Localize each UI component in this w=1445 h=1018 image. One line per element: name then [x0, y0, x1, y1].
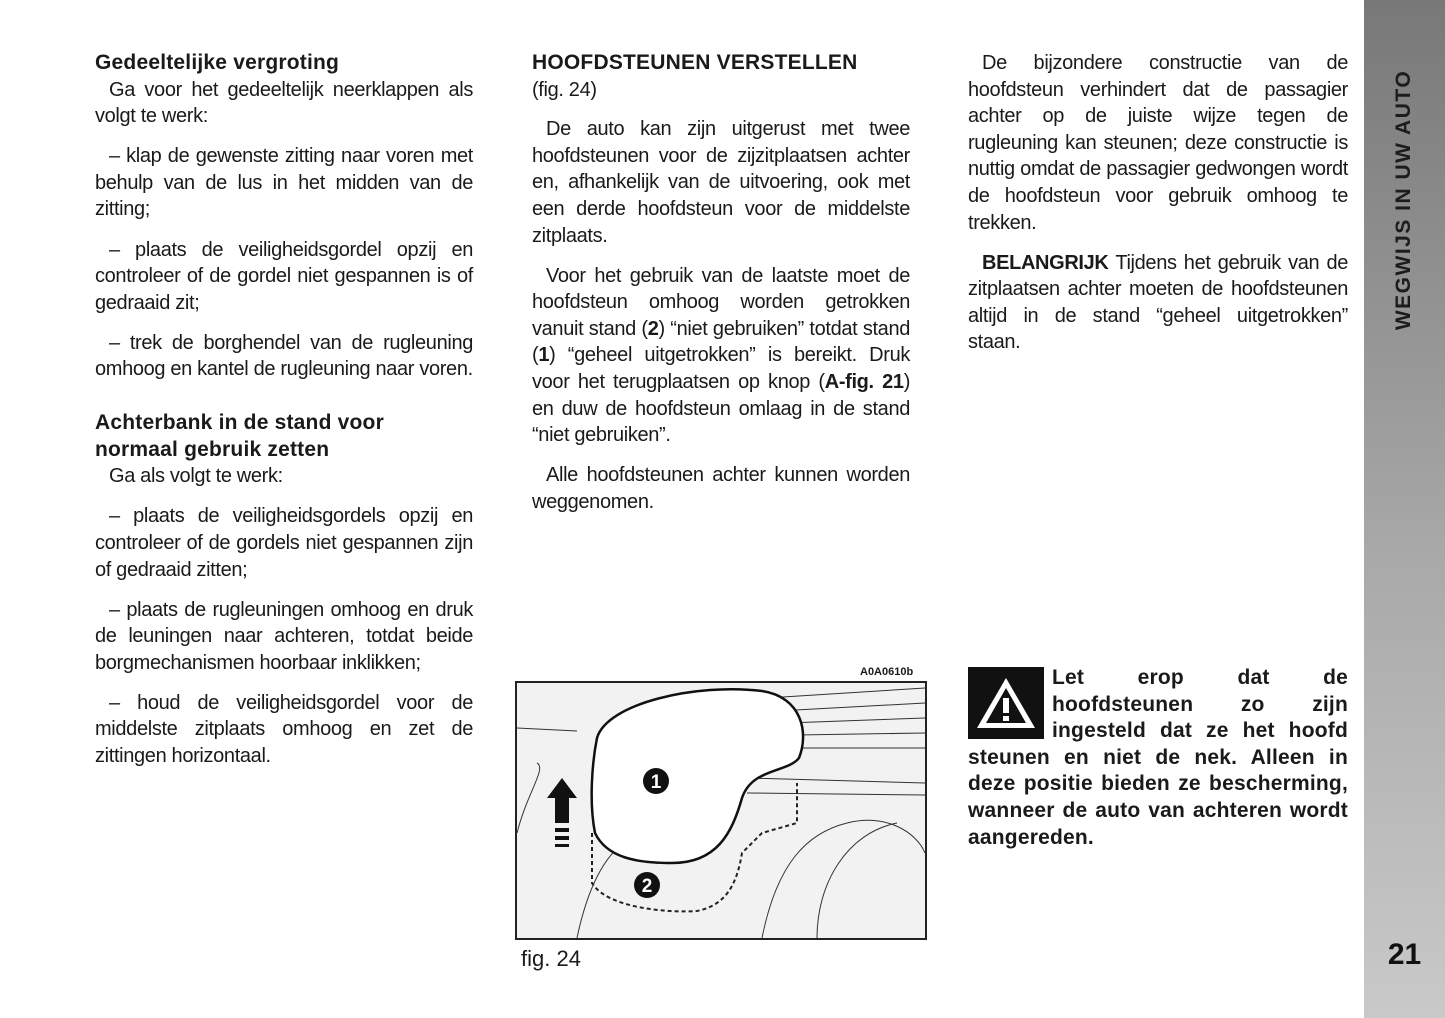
text: ) “geheel uitgetrokken” is bereikt. Druk voor het terugplaatsen op knop ( — [532, 344, 910, 394]
text: Voor het gebruik van de laatste moet de hoofdsteun omhoog worden getrokken vanuit stand ( — [532, 264, 910, 340]
section-heading: Achterbank in de stand voor normaal gebruik zetten — [95, 411, 384, 461]
marker-2: 2 — [641, 876, 653, 897]
column-2 — [532, 50, 910, 529]
paragraph: – plaats de rugleuningen omhoog en druk de leuningen naar achteren, totdat beide borgmechanismen hoorbaar inklikken; — [95, 598, 473, 674]
text: Tijdens het gebruik van de zitplaatsen achter moeten de hoofdsteunen altijd in de stand “geheel uitgetrokken” staan. — [968, 251, 1348, 354]
paragraph: Ga voor het gedeeltelijk neerklappen als volgt te werk: — [95, 78, 473, 128]
paragraph: Ga als volgt te werk: — [109, 465, 283, 488]
figure-ref: A-fig. 21 — [824, 371, 904, 394]
paragraph: De auto kan zijn uitgerust met twee hoofdsteunen voor de zijzitplaatsen achter en, afhankelijk van de uitvoering, ook met een derde hoofdsteun voor de middelste zitplaats. — [532, 118, 910, 247]
page-number: 21 — [1387, 938, 1422, 971]
paragraph: De bijzondere constructie van de hoofdsteun verhindert dat de passagier achter op de juiste wijze tegen de rugleuning kan steunen; deze constructie is nuttig omdat de passagier gedwongen wordt de hoofdsteun voor gebruik omhoog te trekken. — [968, 52, 1348, 234]
chapter-sidebar — [1364, 0, 1445, 1018]
figure-headrest — [515, 681, 927, 940]
paragraph: – klap de gewenste zitting naar voren met behulp van de lus in het midden van de zitting; — [95, 145, 473, 221]
text: ) “niet gebruiken” totdat stand ( — [532, 317, 910, 367]
figure-reference: (fig. 24) — [532, 78, 597, 101]
text: ) en duw de hoofdsteun omlaag in de stand “niet gebruiken”. — [532, 371, 910, 447]
paragraph: – trek de borghendel van de rugleuning omhoog en kantel de rugleuning naar voren. — [95, 331, 473, 381]
figure-caption: fig. 24 — [521, 946, 581, 971]
chapter-title: WEGWIJS IN UW AUTO — [1392, 69, 1415, 331]
column-3 — [968, 50, 1348, 370]
warning-text: Let erop dat de hoofdsteunen zo zijn ingesteld dat ze het hoofd steunen en niet de nek. Alleen in deze positie bieden ze bescherming, wanneer de auto van achteren wordt aangereden. — [968, 666, 1348, 849]
paragraph — [968, 250, 1348, 356]
paragraph — [532, 263, 910, 449]
position-ref: 2 — [647, 317, 659, 340]
warning-triangle-icon — [968, 667, 1044, 739]
section-heading: HOOFDSTEUNEN VERSTELLEN — [532, 51, 858, 74]
headrest-illustration — [517, 683, 925, 938]
figure-code: A0A0610b — [860, 666, 914, 678]
marker-1: 1 — [650, 772, 662, 793]
section-heading: Gedeeltelijke vergroting — [95, 51, 340, 74]
important-label: BELANGRIJK — [982, 251, 1109, 274]
warning-box — [968, 665, 1348, 851]
paragraph: – houd de veiligheidsgordel voor de middelste zitplaats omhoog en zet de zittingen horizontaal. — [95, 691, 473, 768]
paragraph: – plaats de veiligheidsgordels opzij en controleer of de gordels niet gespannen zijn of gedraaid zitten; — [95, 505, 473, 581]
paragraph: Alle hoofdsteunen achter kunnen worden weggenomen. — [532, 464, 910, 513]
position-ref: 1 — [538, 344, 550, 367]
column-1 — [95, 50, 473, 783]
paragraph: – plaats de veiligheidsgordel opzij en controleer of de gordel niet gespannen is of gedraaid zit; — [95, 238, 473, 314]
